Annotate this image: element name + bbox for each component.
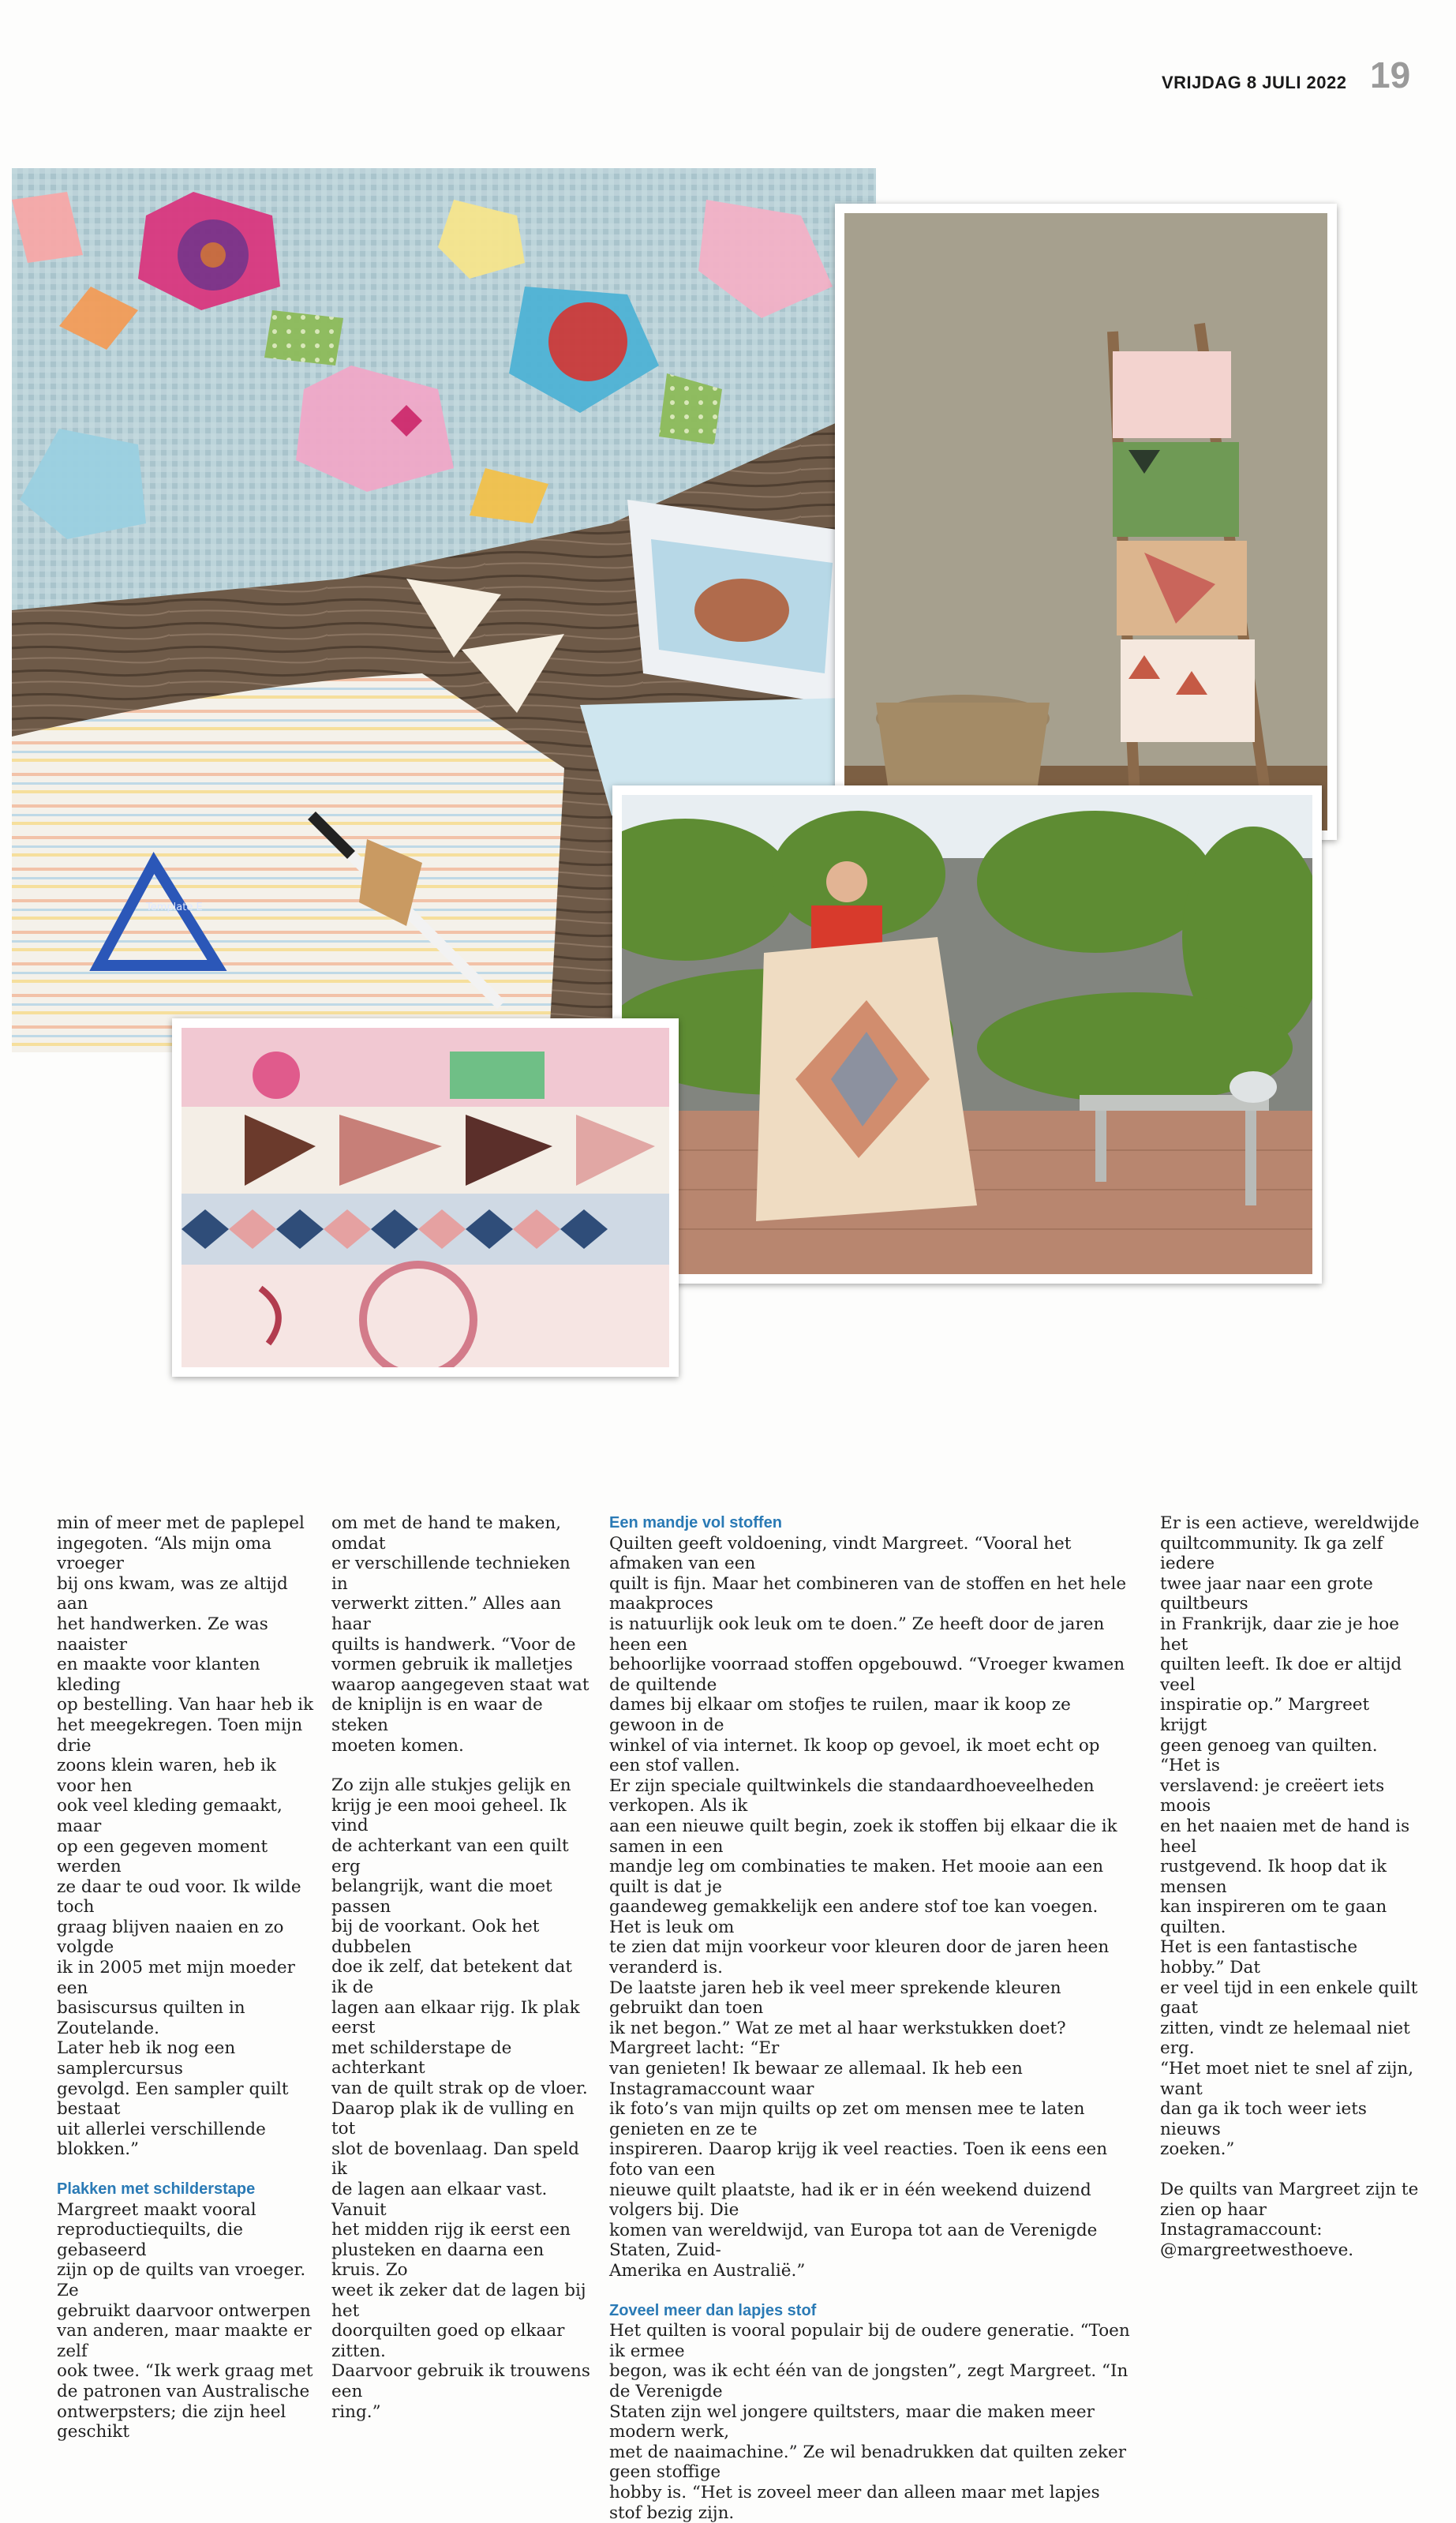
- issue-date: VRIJDAG 8 JULI 2022: [1162, 73, 1347, 92]
- section-heading: Een mandje vol stoffen: [609, 1514, 782, 1531]
- margreet-garden-photo: [612, 785, 1322, 1284]
- article-paragraph: Zo zijn alle stukjes gelijk en krijg je een mooi geheel. Ik vind de achterkant van een quilt erg belangrijk, want die moet passen bij de voorkant. Ook het dubbelen doe ik zelf, dat betekent dat ik de lagen aan elkaar rijg. Ik plak eerst met schilderstape de achterkant van de quilt strak op de vloer. Daarop plak ik de vulling en tot slot de bovenlaag. Dan speld ik de lagen aan elkaar vast. Vanuit het midden rijg ik eerst een plusteken en daarna een kruis. Zo weet ik zeker dat de lagen bij het doorquilten goed op elkaar zitten. Daarvoor gebruik ik trouwens een ring.”: [331, 1775, 590, 2422]
- quilt-ladder-photo: [835, 204, 1337, 840]
- article-paragraph: min of meer met de paplepel ingegoten. “Als mijn oma vroeger bij ons kwam, was ze altijd aan het handwerken. Ze was naaister en maakte voor klanten kleding op bestelling. Van haar heb ik het meegekregen. Toen mijn drie zoons klein waren, heb ik voor hen ook veel kleding gemaakt, maar op een gegeven moment werden ze daar te oud voor. Ik wilde toch graag blijven naaien en zo volgde ik in 2005 met mijn moeder een basiscursus quilten in Zoutelande. Later heb ik nog een samplercursus gevolgd. Een sampler quilt bestaat uit allerlei verschillende blokken.”: [57, 1513, 314, 2160]
- article-paragraph: om met de hand te maken, omdat er verschillende technieken in verwerkt zitten.” Alles aan haar quilts is handwerk. “Voor de vormen gebruik ik malletjes waarop aangegeven staat wat de kniplijn is en waar de steken moeten komen.: [331, 1513, 590, 1756]
- article-paragraph: Margreet maakt vooral reproductiequilts, die gebaseerd zijn op de quilts van vroeger. Ze gebruikt daarvoor ontwerpen van anderen, maar maakte er zelf ook twee. “Ik werk graag met de patronen van Australische ontwerpsters; die zijn heel geschikt: [57, 2199, 313, 2442]
- page-number: 19: [1370, 54, 1411, 96]
- instagram-credit: De quilts van Margreet zijn te zien op haar Instagramaccount: @margreetwesthoeve.: [1160, 2180, 1419, 2260]
- article-paragraph: Het quilten is vooral populair bij de oudere generatie. “Toen ik ermee begon, was ik echt één van de jongsten”, zegt Margreet. “In de Verenigde Staten zijn wel jongere quiltsters, maar die maken meer modern werk, met de naaimachine.” Ze wil benadrukken dat quilten zeker geen stoffige hobby is. “Het is zoveel meer dan alleen maar met lapjes stof bezig zijn.: [609, 2321, 1130, 2523]
- article-column-2: [331, 1513, 592, 2422]
- article-paragraph: Er is een actieve, wereldwijde quiltcommunity. Ik ga zelf iedere twee jaar naar een grote quiltbeurs in Frankrijk, daar zie je hoe het quilten leeft. Ik doe er altijd veel inspiratie op.” Margreet krijgt geen genoeg van quilten. “Het is verslavend: je creëert iets moois en het naaien met de hand is heel rustgevend. Ik hoop dat ik mensen kan inspireren om te gaan quilten. Het is een fantastische hobby.” Dat er veel tijd in een enkele quilt gaat zitten, vindt ze helemaal niet erg. “Het moet niet te snel af zijn, want dan ga ik toch weer iets nieuws zoeken.”: [1160, 1513, 1420, 2160]
- section-heading: Plakken met schilderstape: [57, 2180, 256, 2198]
- article-column-1: [57, 1513, 317, 2442]
- section-heading: Zoveel meer dan lapjes stof: [609, 2301, 817, 2319]
- template-label: Template E: [146, 902, 203, 913]
- folded-quilts-photo: [172, 1018, 679, 1377]
- article-column-4: [1160, 1513, 1420, 2260]
- article-column-3: [609, 1513, 1134, 2523]
- article-paragraph: Quilten geeft voldoening, vindt Margreet. “Vooral het afmaken van een quilt is fijn. Maar het combineren van de stoffen en het hele maakproces is natuurlijk ook leuk om te doen.” Ze heeft door de jaren heen een behoorlijke voorraad stoffen opgebouwd. “Vroeger kwamen de quiltende dames bij elkaar om stofjes te ruilen, maar ik koop ze gewoon in de winkel of via internet. Ik koop op gevoel, ik moet echt op een stof vallen. Er zijn speciale quiltwinkels die standaardhoeveelheden verkopen. Als ik aan een nieuwe quilt begin, zoek ik stoffen bij elkaar die ik samen in een mandje leg om combinaties te maken. Het mooie aan een quilt is dat je gaandeweg gemakkelijk een andere stof toe kan voegen. Het is leuk om te zien dat mijn voorkeur voor kleuren door de jaren heen veranderd is. De laatste jaren heb ik veel meer sprekende kleuren gebruikt dan toen ik net begon.” Wat ze met al haar werkstukken doet? Margreet lacht: “Er van genieten! Ik bewaar ze allemaal. Ik heb een Instagramaccount waar ik foto’s van mijn quilts op zet om mensen mee te laten genieten en ze te inspireren. Daarop krijg ik veel reacties. Toen ik eens een foto van een nieuwe quilt plaatste, had ik er in één weekend duizend volgers bij. Die komen van wereldwijd, van Europa tot aan de Verenigde Staten, Zuid- Amerika en Australië.”: [609, 1533, 1127, 2281]
